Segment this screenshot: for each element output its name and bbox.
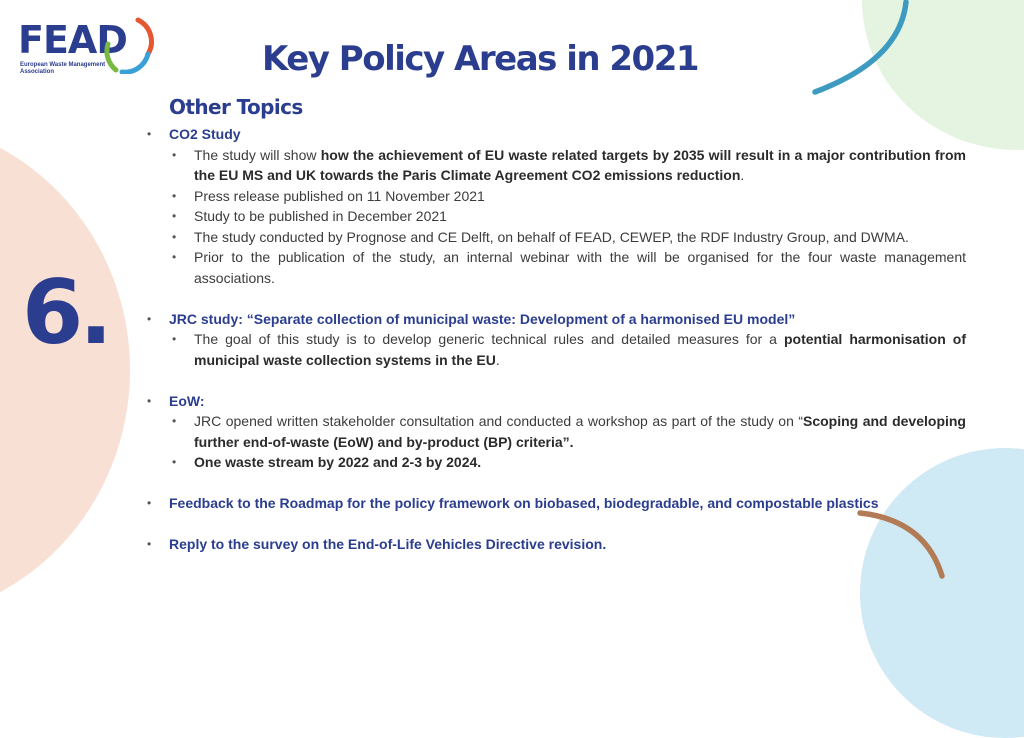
spacer <box>140 370 966 391</box>
logo-ring-icon <box>102 14 156 74</box>
topic-feedback: • Feedback to the Roadmap for the policy framework on biobased, biodegradable, and compostable plastics <box>140 493 966 514</box>
logo-wordmark: FEAD <box>18 18 127 62</box>
topic-co2-bullet-2: • Press release published on 11 November 2021 <box>140 186 966 207</box>
topic-co2-bullet-3: • Study to be published in December 2021 <box>140 206 966 227</box>
topics-list <box>140 124 966 555</box>
topic-co2-bullet-1: • The study will show how the achievement of EU waste related targets by 2035 will result in a major contribution from the EU MS and UK towards the Paris Climate Agreement CO2 emissions reduction. <box>140 145 966 186</box>
topic-jrc-heading: • JRC study: “Separate collection of municipal waste: Development of a harmonised EU model” <box>140 309 966 330</box>
topic-eow-heading: • EoW: <box>140 391 966 412</box>
topic-jrc-bullet-1: • The goal of this study is to develop generic technical rules and detailed measures for a potential harmonisation of municipal waste collection systems in the EU. <box>140 329 966 370</box>
topic-co2-heading: • CO2 Study <box>140 124 966 145</box>
spacer <box>140 514 966 535</box>
fead-logo <box>18 14 138 78</box>
section-number: 6. <box>22 261 109 364</box>
topic-eow-bullet-1: • JRC opened written stakeholder consultation and conducted a workshop as part of the study on “Scoping and developing further end-of-waste (EoW) and by-product (BP) criteria”. <box>140 411 966 452</box>
logo-subtitle: European Waste Management Association <box>20 62 106 75</box>
decor-circle-peach <box>0 120 130 620</box>
spacer <box>140 473 966 494</box>
topic-co2-bullet-5: • Prior to the publication of the study, an internal webinar with the will be organised for the four waste management associations. <box>140 247 966 288</box>
decor-arc-teal <box>800 0 920 100</box>
page-title: Key Policy Areas in 2021 <box>262 39 699 79</box>
topic-co2-bullet-4: • The study conducted by Prognose and CE Delft, on behalf of FEAD, CEWEP, the RDF Industry Group, and DWMA. <box>140 227 966 248</box>
topic-eow-bullet-2: • One waste stream by 2022 and 2-3 by 2024. <box>140 452 966 473</box>
spacer <box>140 288 966 309</box>
section-subtitle: Other Topics <box>169 95 303 119</box>
topic-survey: • Reply to the survey on the End-of-Life Vehicles Directive revision. <box>140 534 966 555</box>
